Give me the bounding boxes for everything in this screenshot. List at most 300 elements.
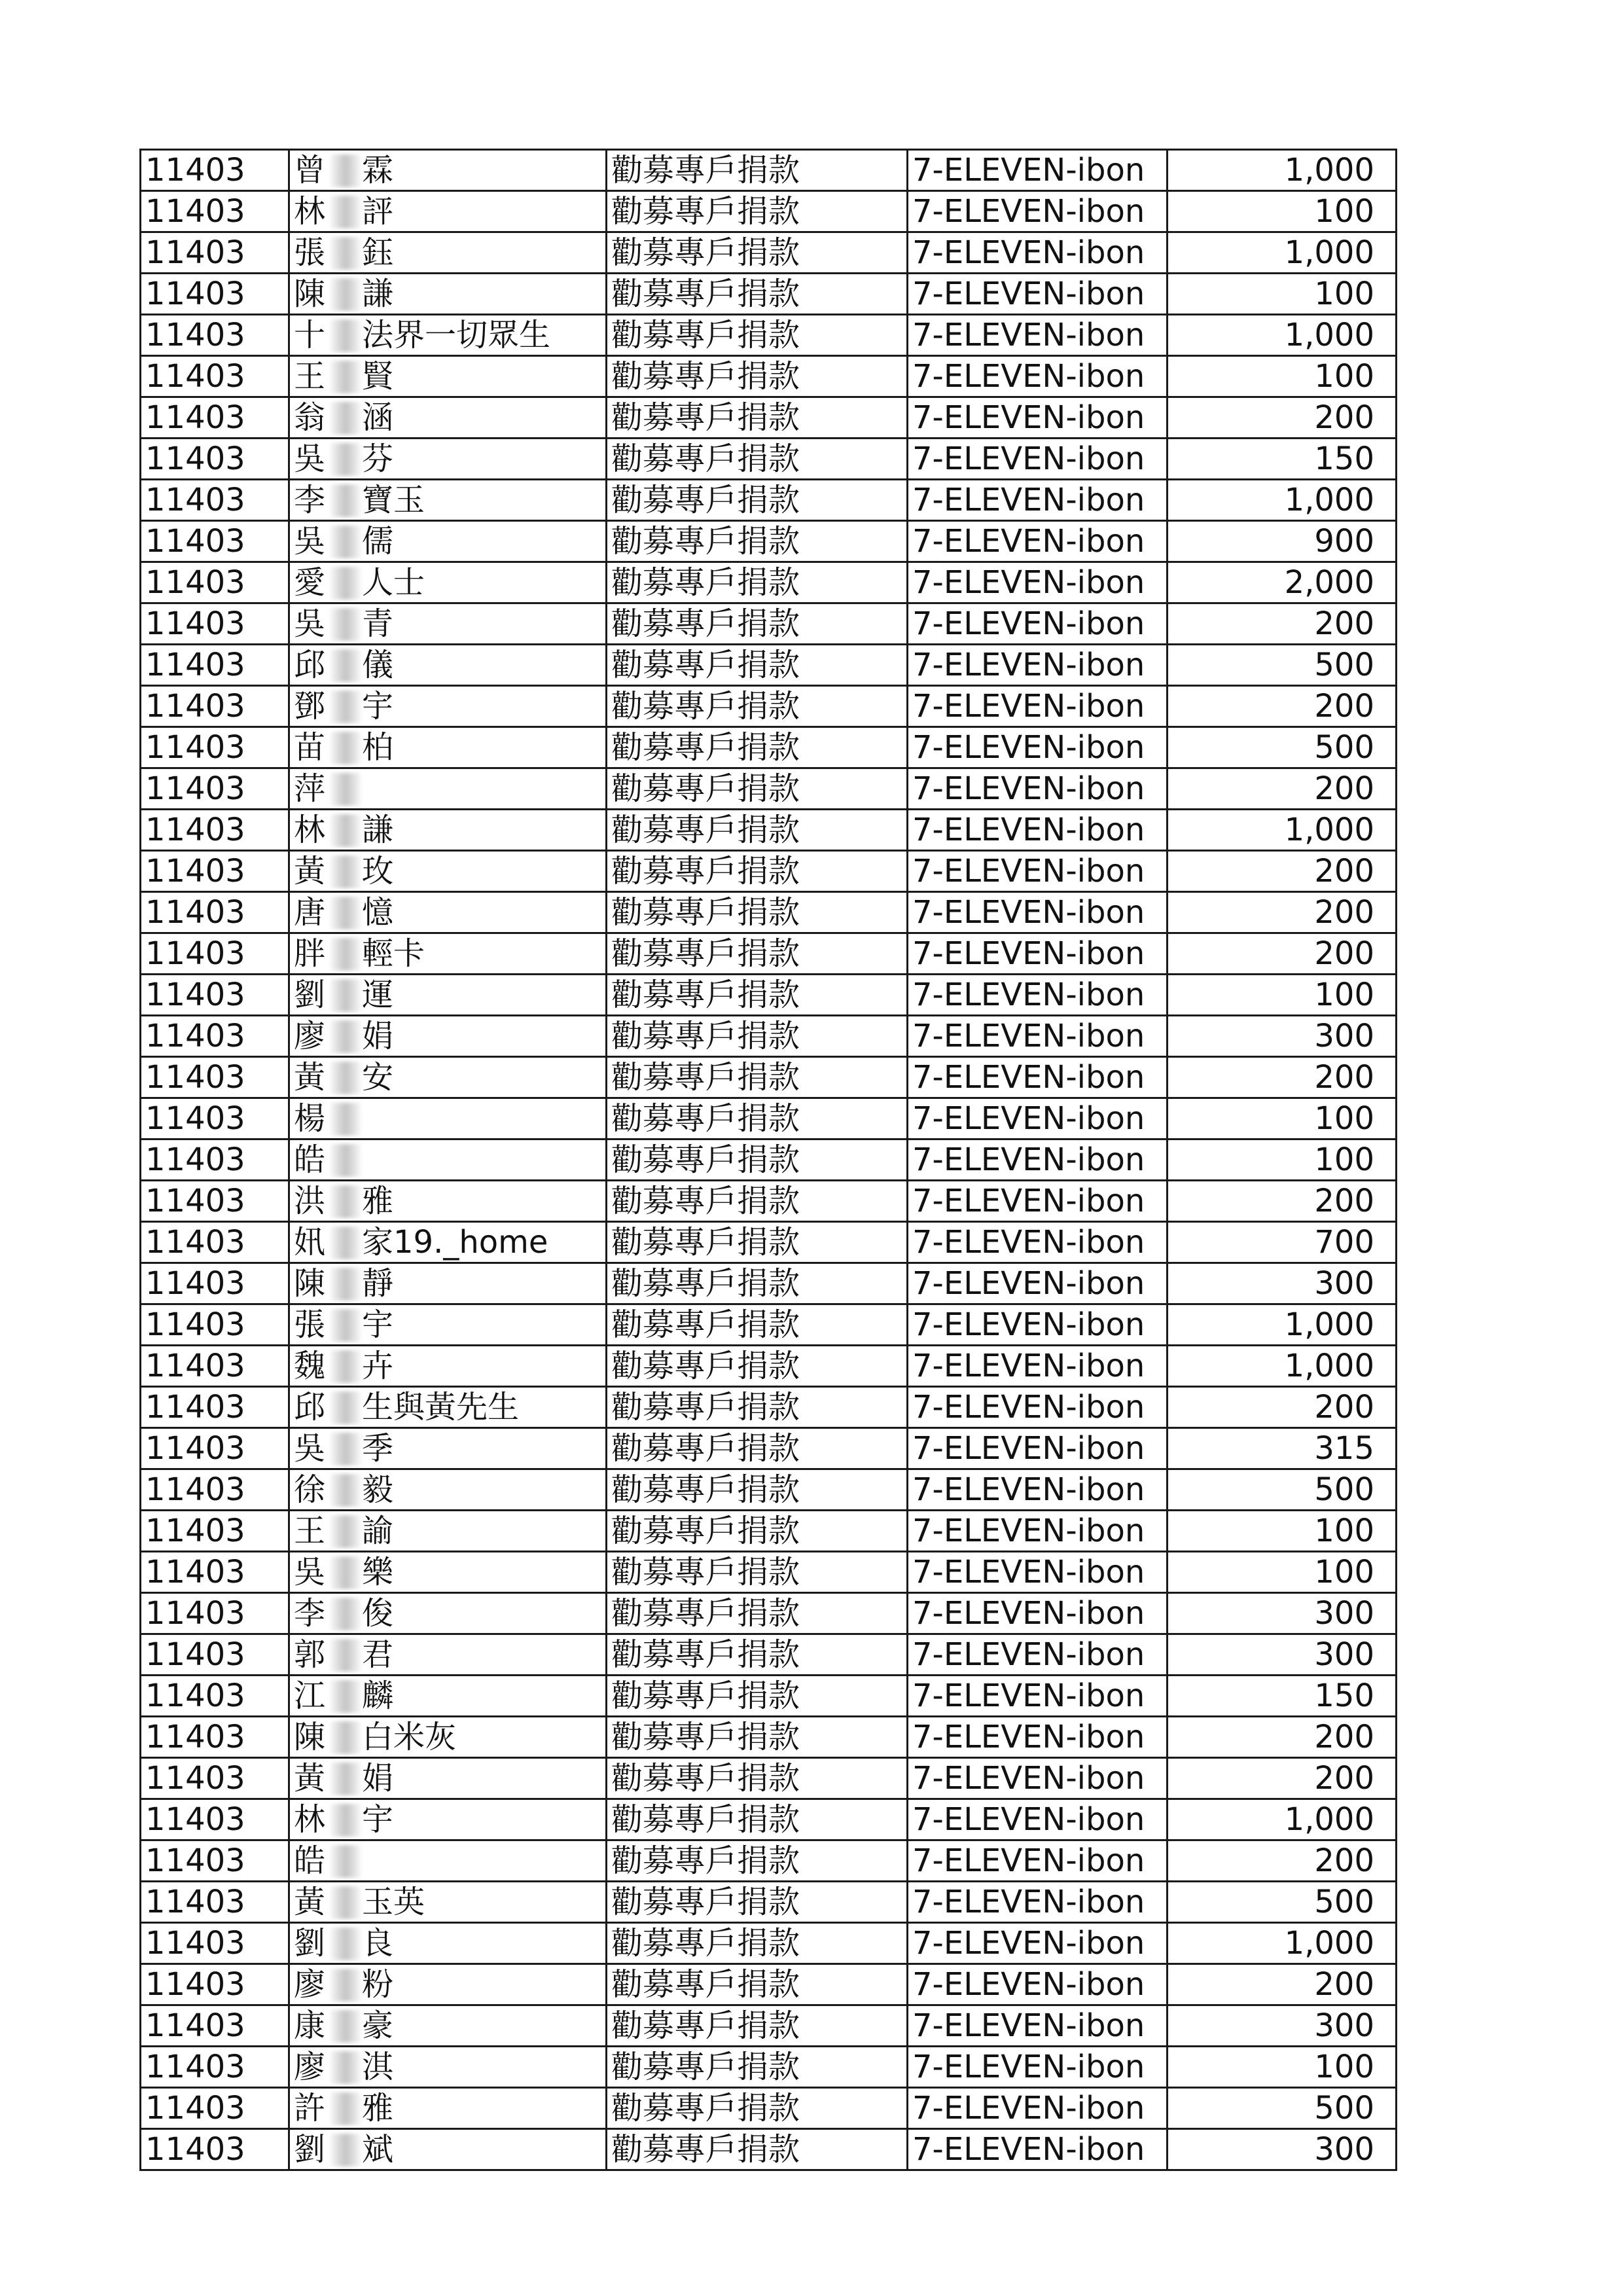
table-row [141, 2047, 1397, 2088]
channel-cell: 7-ELEVEN-ibon [908, 232, 1168, 274]
channel-cell: 7-ELEVEN-ibon [908, 1964, 1168, 2005]
donor-given-name: 娟 [362, 1018, 394, 1054]
category-cell: 勸募專戶捐款 [607, 727, 908, 768]
donor-given-name: 憶 [362, 894, 394, 931]
donor-surname: 廖 [294, 1966, 326, 2003]
period-cell: 11403 [141, 1676, 289, 1717]
amount-cell: 500 [1168, 727, 1397, 768]
period-cell: 11403 [141, 521, 289, 562]
table-row [141, 1387, 1397, 1428]
donor-given-name: 雅 [362, 1183, 394, 1219]
donor-surname: 胖 [294, 935, 326, 972]
channel-cell: 7-ELEVEN-ibon [908, 439, 1168, 480]
redaction-blur [330, 1556, 361, 1589]
redaction-blur [330, 691, 361, 723]
donor-name-cell [289, 2047, 607, 2088]
period-cell: 11403 [141, 150, 289, 191]
donor-given-name: 霖 [362, 152, 394, 188]
donor-given-name: 儒 [362, 523, 394, 560]
redaction-blur [330, 1020, 361, 1053]
period-cell: 11403 [141, 274, 289, 315]
table-row [141, 1304, 1397, 1346]
donor-given-name: 輕卡 [362, 935, 425, 972]
period-cell: 11403 [141, 1882, 289, 1923]
donor-name-cell [289, 1717, 607, 1758]
channel-cell: 7-ELEVEN-ibon [908, 1676, 1168, 1717]
category-cell: 勸募專戶捐款 [607, 933, 908, 975]
channel-cell: 7-ELEVEN-ibon [908, 1181, 1168, 1222]
amount-cell: 100 [1168, 975, 1397, 1016]
donor-name-cell [289, 727, 607, 768]
channel-cell: 7-ELEVEN-ibon [908, 2005, 1168, 2047]
donor-given-name: 靜 [362, 1265, 394, 1302]
donor-name-cell [289, 975, 607, 1016]
category-cell: 勸募專戶捐款 [607, 1552, 908, 1593]
table-row [141, 2088, 1397, 2129]
category-cell: 勸募專戶捐款 [607, 851, 908, 892]
table-row [141, 521, 1397, 562]
donor-given-name: 玉英 [362, 1884, 425, 1920]
donor-surname: 廖 [294, 2049, 326, 2085]
redaction-blur [330, 938, 361, 971]
amount-cell: 200 [1168, 1717, 1397, 1758]
donor-given-name: 毅 [362, 1471, 394, 1508]
period-cell: 11403 [141, 439, 289, 480]
amount-cell: 200 [1168, 768, 1397, 810]
donor-surname: 廖 [294, 1018, 326, 1054]
redaction-blur [330, 1350, 361, 1383]
amount-cell: 300 [1168, 1263, 1397, 1304]
donor-name-cell [289, 2129, 607, 2170]
channel-cell: 7-ELEVEN-ibon [908, 1882, 1168, 1923]
donor-name-cell [289, 1139, 607, 1181]
amount-cell: 500 [1168, 2088, 1397, 2129]
amount-cell: 300 [1168, 2129, 1397, 2170]
channel-cell: 7-ELEVEN-ibon [908, 562, 1168, 603]
category-cell: 勸募專戶捐款 [607, 439, 908, 480]
donor-surname: 洪 [294, 1183, 326, 1219]
redaction-blur [330, 1391, 361, 1424]
channel-cell: 7-ELEVEN-ibon [908, 1840, 1168, 1882]
channel-cell: 7-ELEVEN-ibon [908, 1139, 1168, 1181]
redaction-blur [330, 1845, 361, 1878]
channel-cell: 7-ELEVEN-ibon [908, 2088, 1168, 2129]
donor-given-name: 雅 [362, 2090, 394, 2126]
redaction-blur [330, 2051, 361, 2084]
period-cell: 11403 [141, 1057, 289, 1098]
channel-cell: 7-ELEVEN-ibon [908, 2129, 1168, 2170]
category-cell: 勸募專戶捐款 [607, 1057, 908, 1098]
redaction-blur [330, 897, 361, 929]
period-cell: 11403 [141, 1181, 289, 1222]
donor-surname: 黃 [294, 853, 326, 889]
period-cell: 11403 [141, 810, 289, 851]
donor-surname: 李 [294, 482, 326, 518]
donor-given-name: 柏 [362, 729, 394, 766]
table-row [141, 2129, 1397, 2170]
donor-name-cell [289, 645, 607, 686]
table-row [141, 315, 1397, 356]
amount-cell: 1,000 [1168, 1923, 1397, 1964]
table-row [141, 727, 1397, 768]
redaction-blur [330, 855, 361, 888]
donation-table-body [141, 150, 1397, 2170]
period-cell: 11403 [141, 1593, 289, 1634]
amount-cell: 100 [1168, 274, 1397, 315]
table-row [141, 1758, 1397, 1799]
channel-cell: 7-ELEVEN-ibon [908, 397, 1168, 439]
category-cell: 勸募專戶捐款 [607, 1964, 908, 2005]
table-row [141, 480, 1397, 521]
channel-cell: 7-ELEVEN-ibon [908, 1057, 1168, 1098]
table-row [141, 274, 1397, 315]
table-row [141, 1634, 1397, 1676]
channel-cell: 7-ELEVEN-ibon [908, 1923, 1168, 1964]
amount-cell: 1,000 [1168, 232, 1397, 274]
donor-surname: 林 [294, 1801, 326, 1838]
donor-name-cell [289, 810, 607, 851]
donor-surname: 江 [294, 1677, 326, 1714]
category-cell: 勸募專戶捐款 [607, 480, 908, 521]
donor-surname: 許 [294, 2090, 326, 2126]
category-cell: 勸募專戶捐款 [607, 1717, 908, 1758]
table-row [141, 933, 1397, 975]
redaction-blur [330, 1185, 361, 1218]
channel-cell: 7-ELEVEN-ibon [908, 1222, 1168, 1263]
table-row [141, 810, 1397, 851]
redaction-blur [330, 2134, 361, 2166]
category-cell: 勸募專戶捐款 [607, 603, 908, 645]
table-row [141, 1057, 1397, 1098]
donor-name-cell [289, 439, 607, 480]
redaction-blur [330, 1268, 361, 1300]
donor-surname: 張 [294, 234, 326, 271]
amount-cell: 315 [1168, 1428, 1397, 1469]
channel-cell: 7-ELEVEN-ibon [908, 686, 1168, 727]
redaction-blur [330, 773, 361, 806]
donor-surname: 徐 [294, 1471, 326, 1508]
donor-name-cell [289, 315, 607, 356]
period-cell: 11403 [141, 727, 289, 768]
channel-cell: 7-ELEVEN-ibon [908, 851, 1168, 892]
period-cell: 11403 [141, 1428, 289, 1469]
amount-cell: 300 [1168, 2005, 1397, 2047]
period-cell: 11403 [141, 397, 289, 439]
table-row [141, 1964, 1397, 2005]
period-cell: 11403 [141, 603, 289, 645]
category-cell: 勸募專戶捐款 [607, 1511, 908, 1552]
amount-cell: 300 [1168, 1016, 1397, 1057]
category-cell: 勸募專戶捐款 [607, 356, 908, 397]
period-cell: 11403 [141, 1799, 289, 1840]
table-row [141, 439, 1397, 480]
donor-surname: 黃 [294, 1884, 326, 1920]
donor-surname: 皓 [294, 1141, 326, 1178]
redaction-blur [330, 1763, 361, 1795]
donor-name-cell [289, 150, 607, 191]
donor-given-name: 玫 [362, 853, 394, 889]
redaction-blur [330, 154, 361, 187]
period-cell: 11403 [141, 232, 289, 274]
redaction-blur [330, 1804, 361, 1837]
table-row [141, 1676, 1397, 1717]
category-cell: 勸募專戶捐款 [607, 1840, 908, 1882]
donor-name-cell [289, 480, 607, 521]
category-cell: 勸募專戶捐款 [607, 1139, 908, 1181]
period-cell: 11403 [141, 1304, 289, 1346]
donation-table [139, 149, 1397, 2171]
donor-name-cell [289, 1387, 607, 1428]
amount-cell: 100 [1168, 1098, 1397, 1139]
redaction-blur [330, 402, 361, 435]
channel-cell: 7-ELEVEN-ibon [908, 480, 1168, 521]
table-row [141, 975, 1397, 1016]
category-cell: 勸募專戶捐款 [607, 1428, 908, 1469]
channel-cell: 7-ELEVEN-ibon [908, 1263, 1168, 1304]
donor-given-name: 宇 [362, 688, 394, 725]
category-cell: 勸募專戶捐款 [607, 397, 908, 439]
period-cell: 11403 [141, 2129, 289, 2170]
donor-name-cell [289, 933, 607, 975]
donor-surname: 吳 [294, 523, 326, 560]
donor-name-cell [289, 1222, 607, 1263]
donor-given-name: 白米灰 [362, 1719, 457, 1755]
redaction-blur [330, 1886, 361, 1919]
period-cell: 11403 [141, 480, 289, 521]
period-cell: 11403 [141, 2047, 289, 2088]
amount-cell: 150 [1168, 439, 1397, 480]
period-cell: 11403 [141, 1552, 289, 1593]
donor-surname: 皓 [294, 1842, 326, 1879]
amount-cell: 700 [1168, 1222, 1397, 1263]
category-cell: 勸募專戶捐款 [607, 1676, 908, 1717]
table-row [141, 397, 1397, 439]
donor-name-cell [289, 1263, 607, 1304]
table-row [141, 1840, 1397, 1882]
table-row [141, 603, 1397, 645]
category-cell: 勸募專戶捐款 [607, 1098, 908, 1139]
amount-cell: 1,000 [1168, 810, 1397, 851]
category-cell: 勸募專戶捐款 [607, 1923, 908, 1964]
donor-surname: 吳 [294, 1554, 326, 1590]
donor-name-cell [289, 562, 607, 603]
redaction-blur [330, 1598, 361, 1630]
channel-cell: 7-ELEVEN-ibon [908, 1469, 1168, 1511]
donor-name-cell [289, 892, 607, 933]
channel-cell: 7-ELEVEN-ibon [908, 191, 1168, 232]
table-row [141, 1882, 1397, 1923]
donor-given-name: 安 [362, 1059, 394, 1096]
amount-cell: 300 [1168, 1593, 1397, 1634]
table-row [141, 1717, 1397, 1758]
amount-cell: 1,000 [1168, 1346, 1397, 1387]
donor-name-cell [289, 1634, 607, 1676]
donor-given-name: 寶玉 [362, 482, 425, 518]
donor-name-cell [289, 521, 607, 562]
period-cell: 11403 [141, 645, 289, 686]
redaction-blur [330, 979, 361, 1012]
category-cell: 勸募專戶捐款 [607, 1346, 908, 1387]
category-cell: 勸募專戶捐款 [607, 975, 908, 1016]
redaction-blur [330, 1515, 361, 1548]
period-cell: 11403 [141, 1016, 289, 1057]
donor-surname: 劉 [294, 977, 326, 1013]
donor-surname: 劉 [294, 2131, 326, 2168]
donor-given-name: 俊 [362, 1595, 394, 1632]
redaction-blur [330, 1721, 361, 1754]
table-row [141, 1469, 1397, 1511]
category-cell: 勸募專戶捐款 [607, 645, 908, 686]
donor-surname: 劉 [294, 1925, 326, 1962]
table-row [141, 1181, 1397, 1222]
period-cell: 11403 [141, 1634, 289, 1676]
table-row [141, 892, 1397, 933]
amount-cell: 100 [1168, 1139, 1397, 1181]
donor-surname: 魏 [294, 1348, 326, 1384]
category-cell: 勸募專戶捐款 [607, 521, 908, 562]
donor-given-name: 宇 [362, 1306, 394, 1343]
redaction-blur [330, 1309, 361, 1342]
redaction-blur [330, 237, 361, 270]
table-row [141, 1016, 1397, 1057]
donor-surname: 黃 [294, 1059, 326, 1096]
channel-cell: 7-ELEVEN-ibon [908, 1758, 1168, 1799]
category-cell: 勸募專戶捐款 [607, 2047, 908, 2088]
amount-cell: 200 [1168, 686, 1397, 727]
amount-cell: 200 [1168, 1057, 1397, 1098]
redaction-blur [330, 2010, 361, 2043]
amount-cell: 1,000 [1168, 480, 1397, 521]
table-row [141, 1511, 1397, 1552]
period-cell: 11403 [141, 1717, 289, 1758]
period-cell: 11403 [141, 1923, 289, 1964]
donor-surname: 愛 [294, 564, 326, 601]
amount-cell: 200 [1168, 1964, 1397, 2005]
donor-name-cell [289, 1676, 607, 1717]
redaction-blur [330, 814, 361, 847]
donor-given-name: 儀 [362, 647, 394, 683]
donor-name-cell [289, 1882, 607, 1923]
donor-surname: 林 [294, 193, 326, 230]
donor-surname: 陳 [294, 1265, 326, 1302]
donor-given-name: 卉 [362, 1348, 394, 1384]
period-cell: 11403 [141, 892, 289, 933]
table-row [141, 1593, 1397, 1634]
channel-cell: 7-ELEVEN-ibon [908, 315, 1168, 356]
donor-name-cell [289, 1346, 607, 1387]
category-cell: 勸募專戶捐款 [607, 1263, 908, 1304]
amount-cell: 1,000 [1168, 150, 1397, 191]
period-cell: 11403 [141, 1263, 289, 1304]
redaction-blur [330, 1680, 361, 1713]
channel-cell: 7-ELEVEN-ibon [908, 274, 1168, 315]
amount-cell: 100 [1168, 1511, 1397, 1552]
donor-name-cell [289, 603, 607, 645]
donor-name-cell [289, 768, 607, 810]
channel-cell: 7-ELEVEN-ibon [908, 1346, 1168, 1387]
donor-name-cell [289, 191, 607, 232]
period-cell: 11403 [141, 1098, 289, 1139]
channel-cell: 7-ELEVEN-ibon [908, 1387, 1168, 1428]
category-cell: 勸募專戶捐款 [607, 1882, 908, 1923]
amount-cell: 200 [1168, 1840, 1397, 1882]
donor-name-cell [289, 397, 607, 439]
channel-cell: 7-ELEVEN-ibon [908, 1428, 1168, 1469]
amount-cell: 500 [1168, 645, 1397, 686]
donor-surname: 㚨 [294, 1224, 326, 1261]
category-cell: 勸募專戶捐款 [607, 1634, 908, 1676]
redaction-blur [330, 2092, 361, 2125]
donor-surname: 楊 [294, 1100, 326, 1137]
donor-given-name: 鈺 [362, 234, 394, 271]
redaction-blur [330, 319, 361, 352]
donor-name-cell [289, 2005, 607, 2047]
amount-cell: 2,000 [1168, 562, 1397, 603]
period-cell: 11403 [141, 1222, 289, 1263]
donor-surname: 鄧 [294, 688, 326, 725]
donor-surname: 邱 [294, 1389, 326, 1426]
amount-cell: 100 [1168, 356, 1397, 397]
table-row [141, 1139, 1397, 1181]
period-cell: 11403 [141, 1139, 289, 1181]
redaction-blur [330, 1103, 361, 1136]
donor-given-name: 娟 [362, 1760, 394, 1797]
donor-name-cell [289, 1098, 607, 1139]
donor-surname: 陳 [294, 1719, 326, 1755]
amount-cell: 500 [1168, 1469, 1397, 1511]
donor-name-cell [289, 1428, 607, 1469]
period-cell: 11403 [141, 562, 289, 603]
category-cell: 勸募專戶捐款 [607, 1469, 908, 1511]
amount-cell: 100 [1168, 191, 1397, 232]
period-cell: 11403 [141, 768, 289, 810]
donor-given-name: 賢 [362, 358, 394, 395]
channel-cell: 7-ELEVEN-ibon [908, 150, 1168, 191]
amount-cell: 100 [1168, 1552, 1397, 1593]
donor-name-cell [289, 1964, 607, 2005]
amount-cell: 1,000 [1168, 1304, 1397, 1346]
donor-given-name: 人士 [362, 564, 425, 601]
donor-name-cell [289, 851, 607, 892]
table-row [141, 1552, 1397, 1593]
channel-cell: 7-ELEVEN-ibon [908, 727, 1168, 768]
channel-cell: 7-ELEVEN-ibon [908, 521, 1168, 562]
period-cell: 11403 [141, 851, 289, 892]
donor-surname: 張 [294, 1306, 326, 1343]
donor-name-cell [289, 1016, 607, 1057]
channel-cell: 7-ELEVEN-ibon [908, 975, 1168, 1016]
donor-given-name: 芬 [362, 440, 394, 477]
category-cell: 勸募專戶捐款 [607, 1016, 908, 1057]
channel-cell: 7-ELEVEN-ibon [908, 2047, 1168, 2088]
channel-cell: 7-ELEVEN-ibon [908, 1098, 1168, 1139]
redaction-blur [330, 649, 361, 682]
period-cell: 11403 [141, 315, 289, 356]
donor-surname: 李 [294, 1595, 326, 1632]
donor-given-name: 樂 [362, 1554, 394, 1590]
donor-name-cell [289, 1758, 607, 1799]
channel-cell: 7-ELEVEN-ibon [908, 1304, 1168, 1346]
donor-name-cell [289, 686, 607, 727]
donor-name-cell [289, 1511, 607, 1552]
table-row [141, 562, 1397, 603]
table-row [141, 768, 1397, 810]
redaction-blur [330, 443, 361, 476]
donor-surname: 吳 [294, 440, 326, 477]
table-row [141, 1923, 1397, 1964]
donor-name-cell [289, 1799, 607, 1840]
donor-name-cell [289, 1057, 607, 1098]
